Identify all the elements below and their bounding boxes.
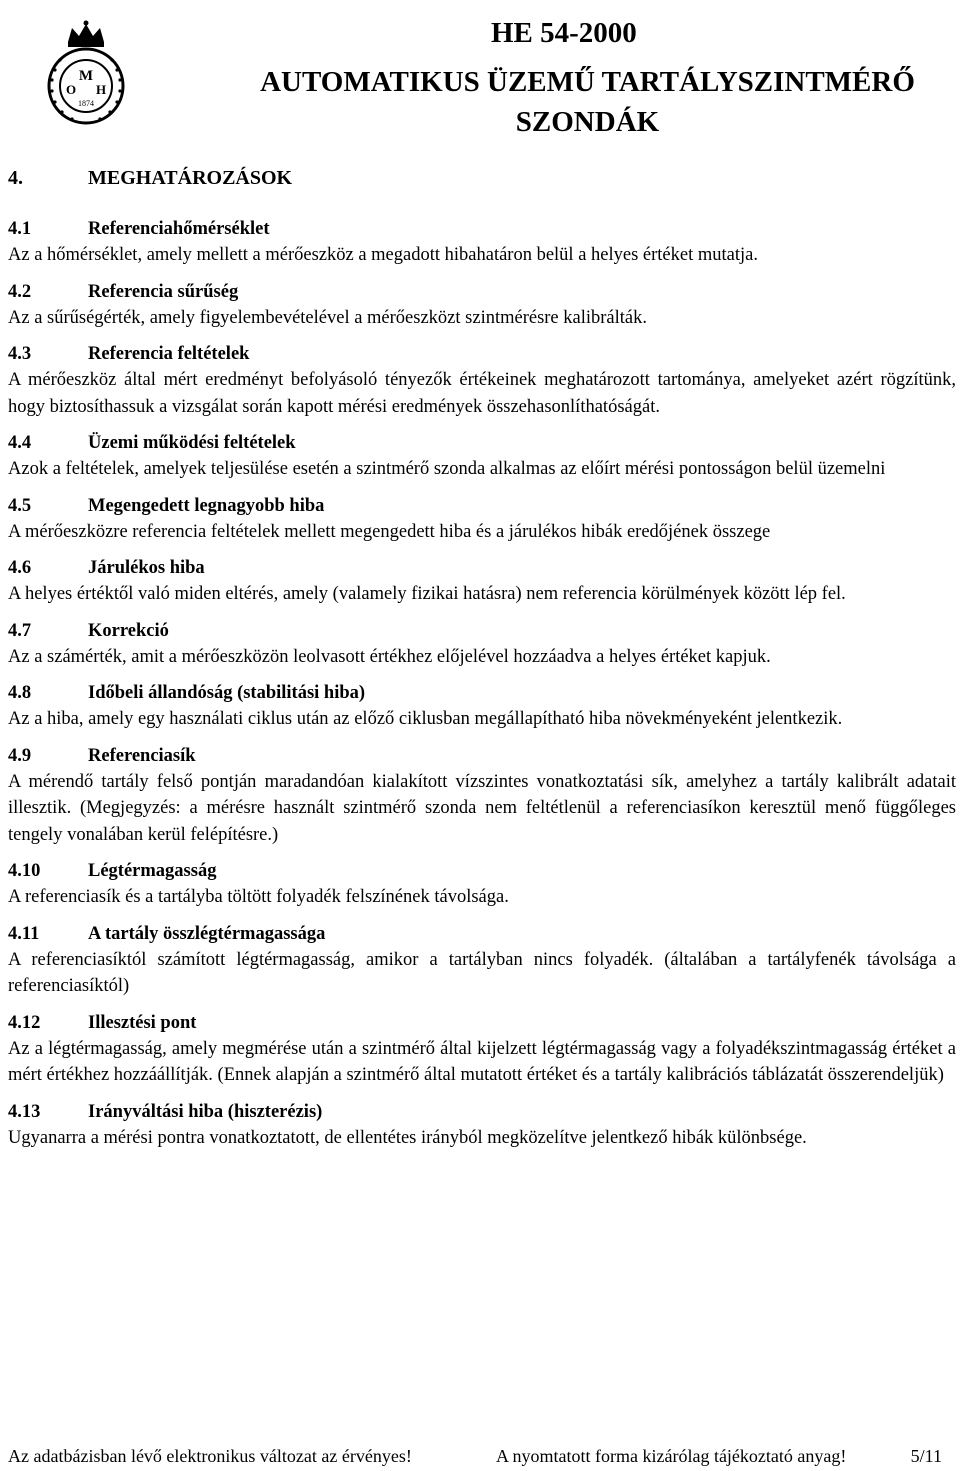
definition-4-13: [8, 1099, 956, 1152]
section-title: Irányváltási hiba (hiszterézis): [88, 1101, 323, 1122]
section-title: A tartály összlégtérmagassága: [88, 923, 326, 944]
section-body: Az a légtérmagasság, amely megmérése után a szintmérő által kijelzett légtérmagasság vagy a folyadékszintmagasság értéket a mért értékhez hozzáállítják. (Ennek alapján a szintmérő által mutatott értéket és a tartály kalibrációs táblázatát összerendeljük): [8, 1038, 956, 1085]
definition-4-12: [8, 1010, 956, 1089]
section-title: Üzemi működési feltételek: [88, 433, 296, 453]
section-number: 4.10: [8, 861, 41, 881]
definition-4-5: [8, 493, 956, 546]
svg-text:1874: 1874: [78, 99, 94, 108]
section-body: A mérendő tartály felső pontján maradandóan kialakított vízszintes vonatkoztatási sík, amelyhez a tartály kalibrált adatait illesztik. (Megjegyzés: a mérésre használt szintmérő szonda nem feltétlenül a referenciasíkon keresztül menő függőleges tengely vonalában kerül felépítésre.): [8, 771, 956, 845]
section-title: Referencia sűrűség: [88, 281, 239, 302]
section-title: Referencia feltételek: [88, 344, 250, 364]
section-body: A referenciasík és a tartályba töltött folyadék felszínének távolsága.: [8, 887, 509, 907]
section-body: Az a sűrűségérték, amely figyelembevételével a mérőeszközt szintmérésre kalibrálták.: [8, 307, 647, 328]
section-number: 4.12: [8, 1012, 41, 1033]
document-body: [8, 164, 956, 1161]
definition-4-6: [8, 555, 956, 608]
definition-4-7: [8, 618, 956, 671]
svg-text:H: H: [95, 82, 107, 97]
section-body: Az a hiba, amely egy használati ciklus után az előző ciklusban megállapítható hiba növekményeként jelentkezik.: [8, 709, 843, 729]
section-body: Az a számérték, amit a mérőeszközön leolvasott értékhez előjelével hozzáadva a helyes értéket kapjuk.: [8, 646, 771, 667]
section-title: Járulékos hiba: [88, 558, 205, 578]
section-number: 4.6: [8, 558, 32, 578]
omh-seal-logo: [38, 20, 134, 125]
document-title: AUTOMATIKUS ÜZEMŰ TARTÁLYSZINTMÉRŐ SZONDÁK: [260, 66, 915, 138]
section-number: 4.3: [8, 344, 32, 364]
footer-print-notice: A nyomtatott forma kizárólag tájékoztató anyag!: [496, 1446, 847, 1466]
svg-text:O: O: [65, 82, 77, 97]
section-number: 4.9: [8, 745, 32, 766]
section-title: Korrekció: [88, 620, 169, 641]
page-number: 5/11: [910, 1446, 942, 1466]
definition-4-9: [8, 743, 956, 849]
chapter-heading: [8, 164, 956, 192]
chapter-title: MEGHATÁROZÁSOK: [88, 167, 293, 189]
chapter-number: 4.: [8, 167, 23, 189]
section-number: 4.13: [8, 1101, 41, 1122]
section-body: A mérőeszközre referencia feltételek mellett megengedett hiba és a járulékos hibák eredőjének összege: [8, 521, 771, 542]
section-number: 4.1: [8, 219, 32, 239]
section-body: A helyes értéktől való miden eltérés, amely (valamely fizikai hatásra) nem referencia körülmények között lép fel.: [8, 584, 846, 604]
section-number: 4.5: [8, 495, 32, 516]
section-number: 4.8: [8, 683, 32, 703]
section-number: 4.4: [8, 433, 32, 453]
definition-4-11: [8, 921, 956, 1000]
definition-4-1: [8, 216, 956, 269]
section-title: Időbeli állandóság (stabilitási hiba): [88, 683, 366, 703]
section-title: Referenciahőmérséklet: [88, 219, 270, 239]
definition-4-4: [8, 430, 956, 483]
document-code: HE 54-2000: [491, 17, 637, 49]
svg-text:M: M: [78, 68, 94, 84]
definition-4-10: [8, 858, 956, 911]
definition-4-2: [8, 279, 956, 332]
section-body: A mérőeszköz által mért eredményt befolyásoló tényezők értékeinek meghatározott tartománya, amelyeket azért rögzítünk, hogy biztosíthassuk a vizsgálat során kapott mérési eredmények összehasonlíthatóságát.: [8, 370, 956, 417]
section-body: Az a hőmérséklet, amely mellett a mérőeszköz a megadott hibahatáron belül a helyes értéket mutatja.: [8, 245, 758, 265]
section-body: A referenciasíktól számított légtérmagasság, amikor a tartályban nincs folyadék. (általában a tartályfenék távolsága a referenciasíktól): [8, 949, 956, 996]
footer-electronic-notice: Az adatbázisban lévő elektronikus változat az érvényes!: [8, 1446, 412, 1466]
definition-4-8: [8, 680, 956, 733]
section-number: 4.11: [8, 923, 40, 944]
section-title: Megengedett legnagyobb hiba: [88, 495, 325, 516]
section-body: Ugyanarra a mérési pontra vonatkoztatott, de ellentétes irányból megközelítve jelentkező hibák különbsége.: [8, 1127, 807, 1148]
section-number: 4.7: [8, 620, 32, 641]
section-number: 4.2: [8, 281, 32, 302]
section-title: Referenciasík: [88, 745, 196, 766]
section-body: Azok a feltételek, amelyek teljesülése esetén a szintmérő szonda alkalmas az előírt mérési pontosságon belül üzemelni: [8, 459, 886, 479]
section-title: Illesztési pont: [88, 1012, 197, 1033]
section-title: Légtérmagasság: [88, 861, 217, 881]
definition-4-3: [8, 341, 956, 420]
page-header: [0, 0, 960, 150]
